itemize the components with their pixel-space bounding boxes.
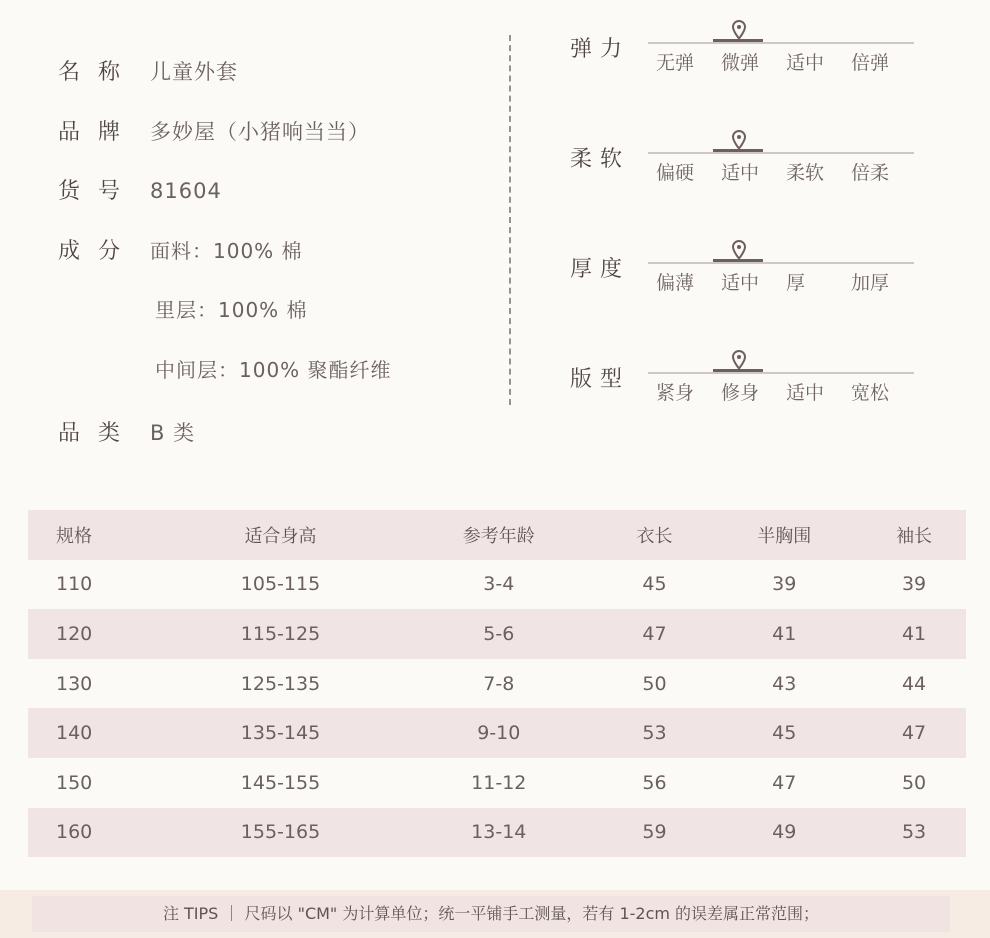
scale-track bbox=[648, 372, 914, 374]
size-cell: 125-135 bbox=[240, 672, 321, 695]
size-row bbox=[28, 808, 966, 858]
location-pin-icon bbox=[731, 130, 747, 150]
size-cell: 120 bbox=[56, 622, 93, 645]
attribute-option: 适中 bbox=[721, 272, 760, 294]
size-cell: 3-4 bbox=[483, 573, 515, 596]
composition-label: 成分 bbox=[58, 239, 139, 264]
info-name-row bbox=[58, 55, 238, 86]
size-cell: 45 bbox=[772, 722, 797, 745]
size-cell: 56 bbox=[642, 771, 667, 794]
location-pin-icon bbox=[731, 350, 747, 370]
size-cell: 110 bbox=[56, 573, 93, 596]
location-pin-icon bbox=[731, 20, 747, 40]
attribute-option: 紧身 bbox=[656, 382, 695, 404]
attribute-option: 微弹 bbox=[721, 52, 760, 74]
size-cell: 50 bbox=[642, 672, 667, 695]
size-row bbox=[28, 758, 966, 808]
size-cell: 145-155 bbox=[240, 771, 321, 794]
size-cell: 130 bbox=[56, 672, 93, 695]
info-category-row bbox=[58, 416, 195, 447]
attribute-option: 厚 bbox=[786, 272, 806, 294]
size-cell: 47 bbox=[642, 622, 667, 645]
scale-track bbox=[648, 42, 914, 44]
size-cell: 160 bbox=[56, 821, 93, 844]
info-composition-row bbox=[58, 234, 303, 265]
size-cell: 45 bbox=[642, 573, 667, 596]
size-table-header bbox=[28, 510, 966, 560]
size-cell: 43 bbox=[772, 672, 797, 695]
brand-label: 品牌 bbox=[58, 120, 139, 145]
size-cell: 155-165 bbox=[240, 821, 321, 844]
size-cell: 39 bbox=[772, 573, 797, 596]
header-cell: 衣长 bbox=[636, 525, 673, 547]
size-cell: 7-8 bbox=[483, 672, 515, 695]
header-cell: 参考年龄 bbox=[462, 525, 535, 547]
size-cell: 41 bbox=[901, 622, 927, 645]
attribute-options bbox=[656, 378, 916, 405]
attribute-options bbox=[656, 268, 916, 295]
size-cell: 59 bbox=[642, 821, 667, 844]
name-label: 名称 bbox=[58, 60, 139, 85]
attribute-option: 柔软 bbox=[786, 162, 825, 184]
size-row bbox=[28, 560, 966, 610]
attribute-option: 偏硬 bbox=[656, 162, 695, 184]
attribute-option: 无弹 bbox=[656, 52, 695, 74]
attribute-option: 适中 bbox=[786, 52, 825, 74]
attribute-option: 修身 bbox=[721, 382, 760, 404]
size-cell: 47 bbox=[901, 722, 927, 745]
size-cell: 150 bbox=[56, 771, 93, 794]
header-cell: 半胸围 bbox=[757, 525, 812, 547]
size-row bbox=[28, 659, 966, 709]
header-cell: 规格 bbox=[56, 525, 92, 547]
attribute-option: 适中 bbox=[786, 382, 825, 404]
attribute-scale bbox=[570, 32, 930, 92]
attribute-title: 版型 bbox=[570, 367, 631, 392]
scale-track bbox=[648, 262, 914, 264]
size-cell: 53 bbox=[901, 821, 927, 844]
attribute-title: 弹力 bbox=[570, 37, 631, 62]
size-cell: 13-14 bbox=[471, 821, 527, 844]
location-pin-icon bbox=[731, 240, 747, 260]
size-cell: 44 bbox=[901, 672, 927, 695]
size-cell: 39 bbox=[901, 573, 927, 596]
attribute-option: 加厚 bbox=[851, 272, 890, 294]
header-cell: 适合身高 bbox=[244, 525, 317, 547]
sku-label: 货号 bbox=[58, 179, 139, 204]
size-cell: 53 bbox=[642, 722, 667, 745]
composition-middle: 中间层：100% 聚酯纤维 bbox=[155, 358, 392, 382]
name-value: 儿童外套 bbox=[150, 60, 238, 84]
size-cell: 135-145 bbox=[240, 722, 321, 745]
composition-lining: 里层：100% 棉 bbox=[155, 298, 308, 322]
attribute-scale bbox=[570, 252, 930, 312]
attribute-option: 倍柔 bbox=[851, 162, 890, 184]
attribute-option: 倍弹 bbox=[851, 52, 890, 74]
tips-text: 注 TIPS ｜ 尺码以 "CM" 为计算单位；统一平铺手工测量，若有 1-2cm 的误差属正常范围； bbox=[32, 896, 950, 932]
dashed-divider bbox=[509, 35, 511, 405]
attribute-option: 宽松 bbox=[851, 382, 890, 404]
size-cell: 9-10 bbox=[477, 722, 521, 745]
category-label: 品类 bbox=[58, 421, 139, 446]
size-cell: 105-115 bbox=[240, 573, 321, 596]
attribute-option: 偏薄 bbox=[656, 272, 695, 294]
sku-value: 81604 bbox=[150, 179, 222, 203]
attribute-scale bbox=[570, 362, 930, 422]
composition-shell: 面料：100% 棉 bbox=[150, 239, 303, 263]
size-cell: 41 bbox=[772, 622, 797, 645]
size-cell: 115-125 bbox=[240, 622, 321, 645]
brand-value: 多妙屋（小猪响当当） bbox=[150, 120, 370, 144]
info-brand-row bbox=[58, 115, 370, 146]
attribute-options bbox=[656, 48, 916, 75]
attribute-title: 柔软 bbox=[570, 147, 631, 172]
attribute-options bbox=[656, 158, 916, 185]
size-row bbox=[28, 609, 966, 659]
header-cell: 袖长 bbox=[896, 525, 933, 547]
size-cell: 11-12 bbox=[471, 771, 527, 794]
attribute-option: 适中 bbox=[721, 162, 760, 184]
size-cell: 140 bbox=[56, 722, 93, 745]
size-cell: 47 bbox=[772, 771, 797, 794]
info-sku-row bbox=[58, 174, 222, 205]
size-row bbox=[28, 708, 966, 758]
size-cell: 50 bbox=[901, 771, 927, 794]
attribute-title: 厚度 bbox=[570, 257, 631, 282]
size-cell: 5-6 bbox=[483, 622, 515, 645]
category-value: B 类 bbox=[150, 421, 196, 445]
scale-track bbox=[648, 152, 914, 154]
size-table bbox=[28, 510, 966, 857]
size-cell: 49 bbox=[772, 821, 797, 844]
attribute-scale bbox=[570, 142, 930, 202]
